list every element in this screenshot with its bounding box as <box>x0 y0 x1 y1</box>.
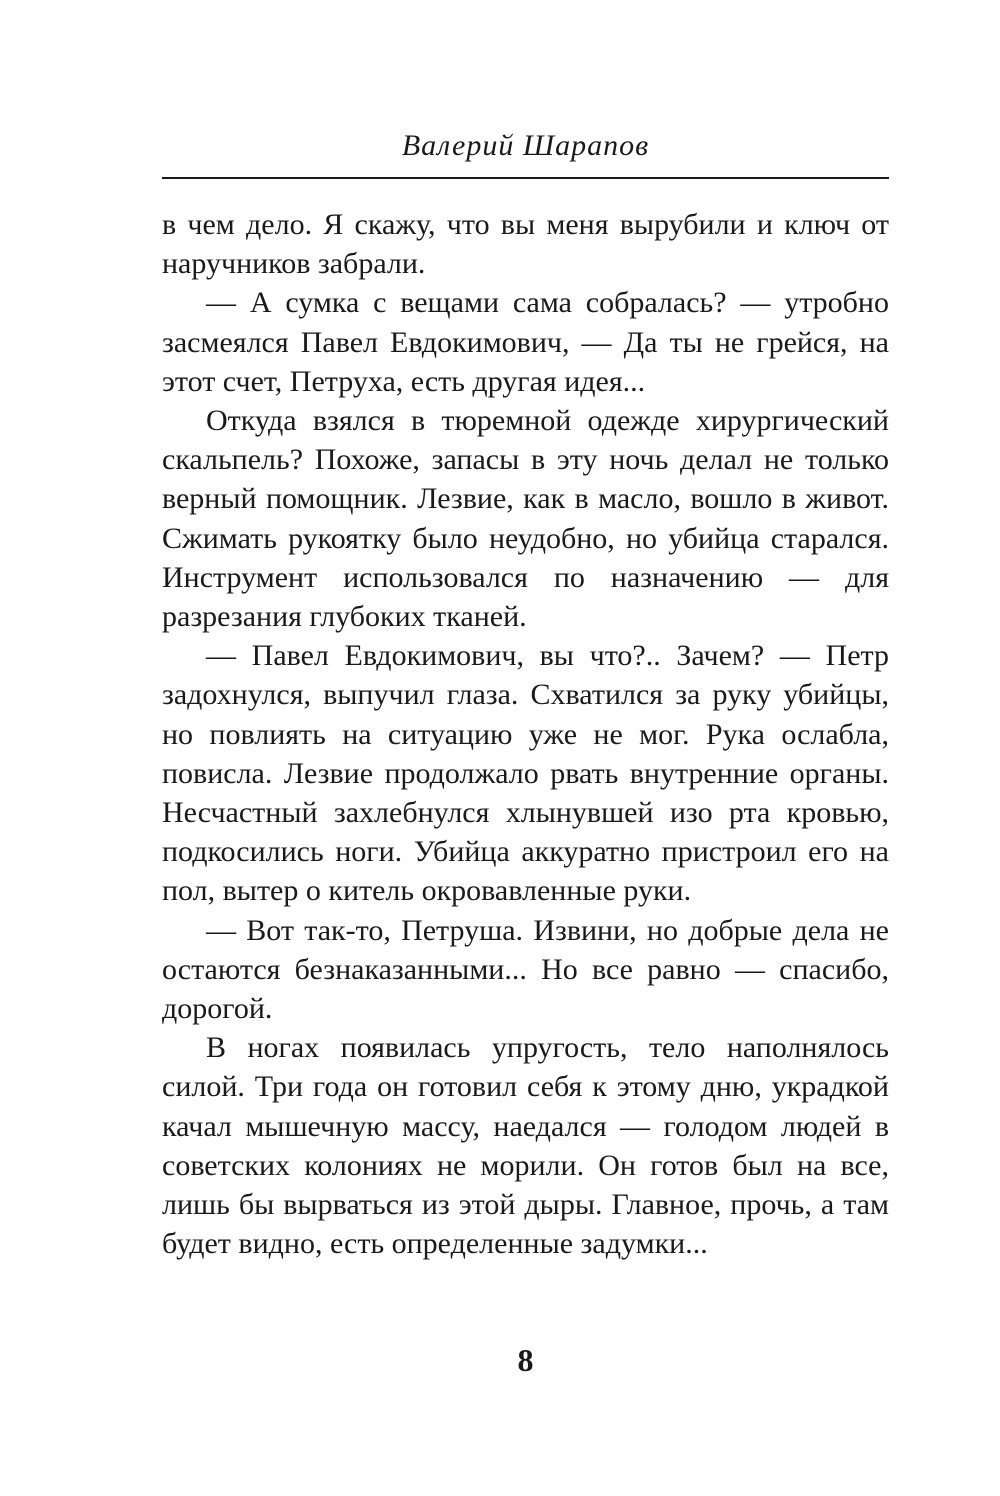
header-divider <box>162 177 889 179</box>
running-header-author: Валерий Шарапов <box>401 129 650 162</box>
paragraph-narration: Откуда взялся в тюремной одежде хирургический скальпель? Похоже, запасы в эту ночь делал не только верный помощник. Лезвие, как в масло, вошло в живот. Сжимать рукоятку было неудобно, но убийца старался. Инструмент использовался по назначению — для разрезания глубоких тканей. <box>162 404 889 634</box>
body-text <box>162 205 889 1263</box>
page-number: 8 <box>517 1342 534 1378</box>
paragraph-dialogue: — Павел Евдокимович, вы что?.. Зачем? — Петр задохнулся, выпучил глаза. Схватился за руку убийцы, но повлиять на ситуацию уже не мог. Рука ослабла, повисла. Лезвие продолжало рвать внутренние органы. Несчастный захлебнулся хлынувшей изо рта кровью, подкосились ноги. Убийца аккуратно пристроил его на пол, вытер о китель окровавленные руки. <box>162 639 889 908</box>
paragraph-narration: В ногах появилась упругость, тело наполнялось силой. Три года он готовил себя к этому дню, украдкой качал мышечную массу, наедался — голодом людей в советских колониях не морили. Он готов был на все, лишь бы вырваться из этой дыры. Главное, прочь, а там будет видно, есть определенные задумки... <box>162 1031 889 1261</box>
paragraph-dialogue: — Вот так-то, Петруша. Извини, но добрые дела не остаются безнаказанными... Но все равно — спасибо, дорогой. <box>162 913 889 1026</box>
paragraph-dialogue: — А сумка с вещами сама собралась? — утробно засмеялся Павел Евдокимович, — Да ты не грейся, на этот счет, Петруха, есть другая идея... <box>162 286 889 398</box>
paragraph-continued: в чем дело. Я скажу, что вы меня вырубили и ключ от наручников забрали. <box>162 208 889 281</box>
